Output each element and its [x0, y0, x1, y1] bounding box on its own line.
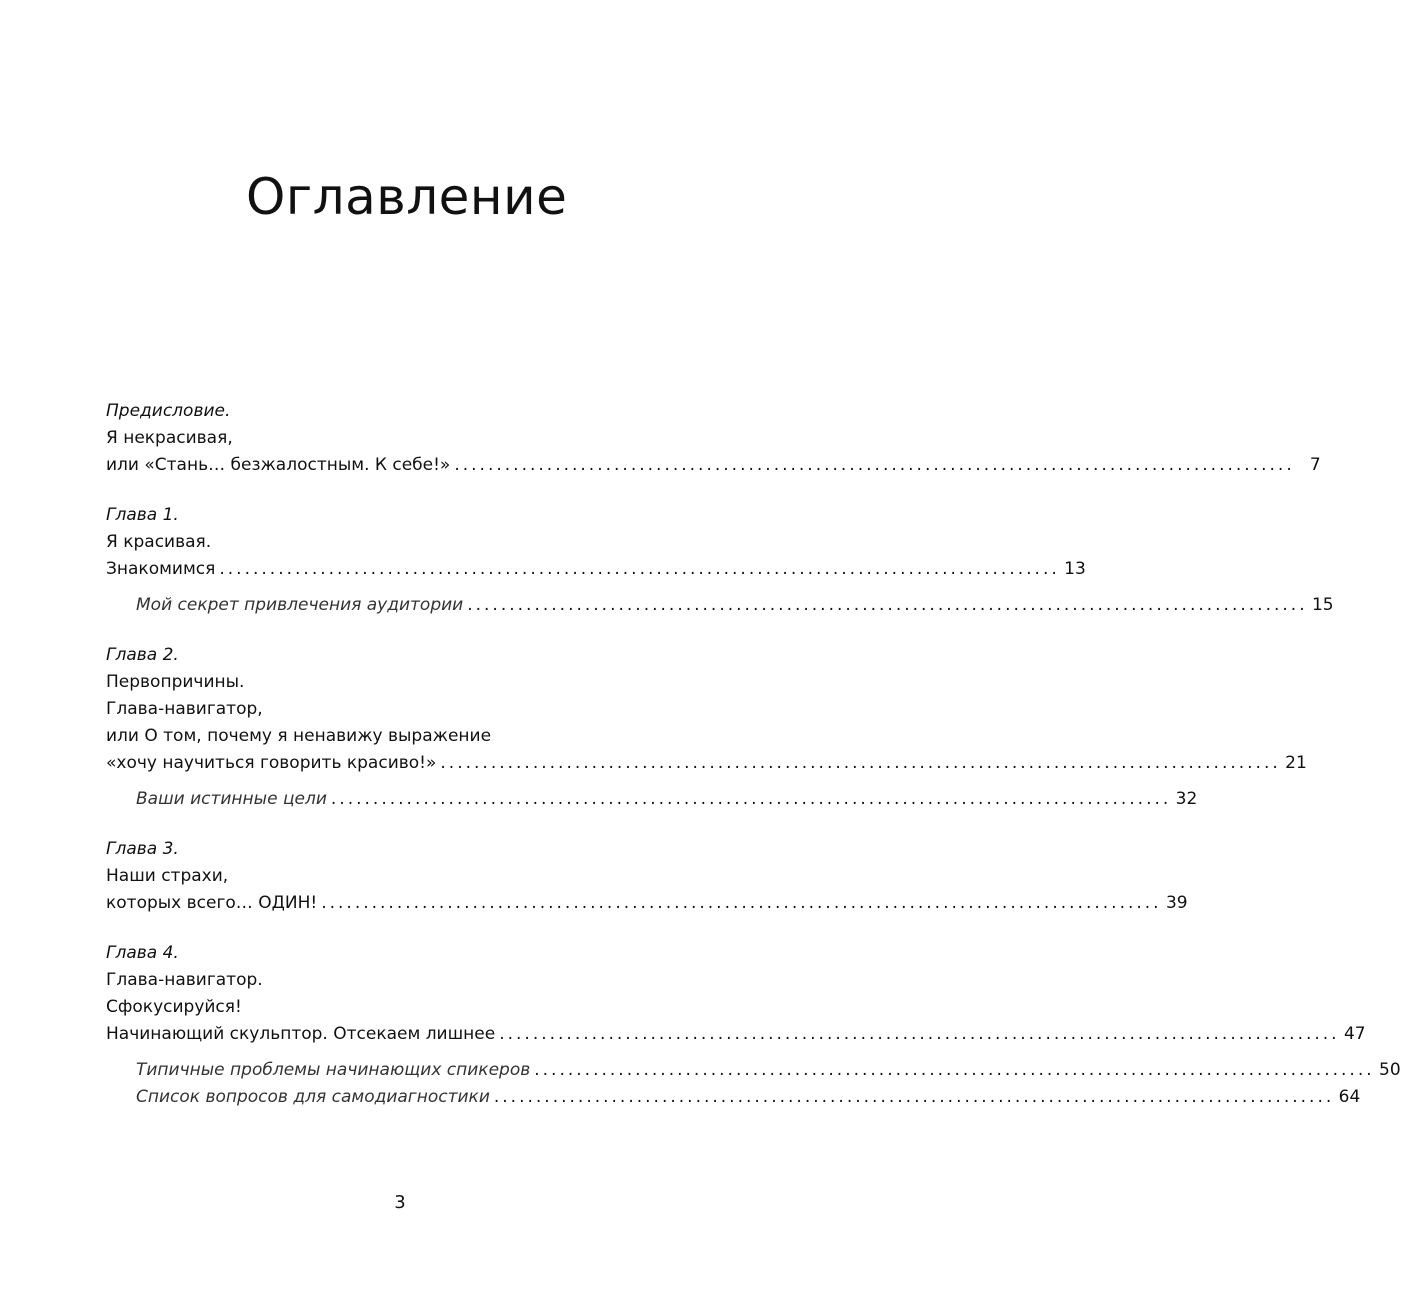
- dot-leader: ....................................................................................................: [454, 455, 1295, 475]
- toc-subentry-title: Мой секрет привлечения аудитории: [136, 595, 464, 615]
- section-title-line: Глава-навигатор,: [106, 699, 263, 719]
- dot-leader: ....................................................................................................: [534, 1060, 1375, 1080]
- toc-entry-title: «хочу научиться говорить красиво!»: [106, 753, 437, 773]
- section-label: Глава 2.: [106, 645, 179, 665]
- section-title-line: Я некрасивая,: [106, 428, 233, 448]
- dot-leader: ....................................................................................................: [467, 595, 1308, 615]
- toc-entry-title: которых всего… ОДИН!: [106, 893, 318, 913]
- section-label: Глава 4.: [106, 943, 179, 963]
- section-title-line: Первопричины.: [106, 672, 245, 692]
- toc-section-chapter-1: [106, 502, 1334, 619]
- page-number: 3: [394, 1192, 406, 1213]
- toc-section-preface: [106, 398, 1321, 479]
- toc-page-number: 32: [1175, 789, 1198, 809]
- table-of-contents: [106, 398, 1401, 1134]
- toc-entry[interactable]: [106, 1021, 1366, 1048]
- toc-subentry-title: Типичные проблемы начинающих спикеров: [136, 1060, 531, 1080]
- toc-entry-title: Знакомимся: [106, 559, 216, 579]
- toc-entry-title: или «Стань… безжалостным. К себе!»: [106, 455, 451, 475]
- section-label: Предисловие.: [106, 401, 231, 421]
- toc-entry[interactable]: [106, 556, 1086, 583]
- toc-page-number: 64: [1338, 1087, 1361, 1107]
- toc-page-number: 15: [1311, 595, 1334, 615]
- toc-entry[interactable]: [106, 750, 1307, 777]
- toc-page-number: 39: [1165, 893, 1188, 913]
- toc-subentry-title: Список вопросов для самодиагностики: [136, 1087, 490, 1107]
- toc-entry[interactable]: [106, 452, 1321, 479]
- section-title-line: Наши страхи,: [106, 866, 229, 886]
- section-label: Глава 1.: [106, 505, 179, 525]
- page-title: Оглавление: [246, 168, 568, 226]
- toc-page-number: 47: [1343, 1024, 1366, 1044]
- toc-subentry-title: Ваши истинные цели: [136, 789, 327, 809]
- dot-leader: ....................................................................................................: [219, 559, 1060, 579]
- toc-page-number: 50: [1379, 1060, 1401, 1080]
- dot-leader: ....................................................................................................: [440, 753, 1281, 773]
- toc-entry[interactable]: [106, 890, 1188, 917]
- section-title-line: Глава-навигатор.: [106, 970, 263, 990]
- section-title-line: или О том, почему я ненавижу выражение: [106, 726, 492, 746]
- toc-subentry[interactable]: [106, 1057, 1401, 1084]
- toc-section-chapter-2: [106, 642, 1307, 813]
- dot-leader: ....................................................................................................: [493, 1087, 1335, 1107]
- toc-entry-title: Начинающий скульптор. Отсекаем лишнее: [106, 1024, 496, 1044]
- dot-leader: ....................................................................................................: [330, 789, 1172, 809]
- toc-section-chapter-4: [106, 940, 1401, 1111]
- toc-page-number: 21: [1285, 753, 1307, 773]
- section-title-line: Сфокусируйся!: [106, 997, 242, 1017]
- toc-subentry[interactable]: [106, 592, 1334, 619]
- dot-leader: ....................................................................................................: [499, 1024, 1340, 1044]
- dot-leader: ....................................................................................................: [321, 893, 1162, 913]
- section-title-line: Я красивая.: [106, 532, 212, 552]
- toc-page-number: 7: [1309, 455, 1321, 475]
- toc-subentry[interactable]: [106, 1084, 1361, 1111]
- toc-page-number: 13: [1064, 559, 1086, 579]
- section-label: Глава 3.: [106, 839, 179, 859]
- toc-subentry[interactable]: [106, 786, 1198, 813]
- toc-section-chapter-3: [106, 836, 1188, 917]
